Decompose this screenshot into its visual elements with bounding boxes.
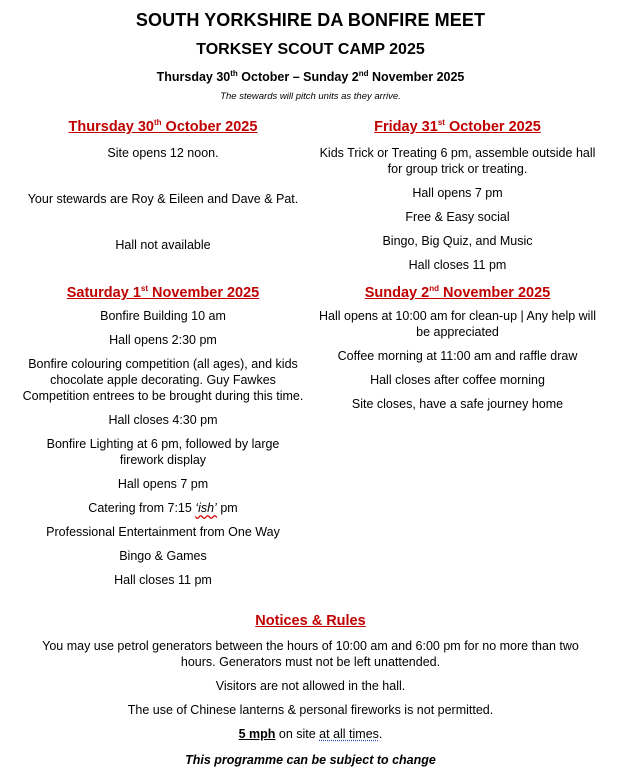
sunday-item: Coffee morning at 11:00 am and raffle draw <box>337 349 578 363</box>
friday-heading: Friday 31st October 2025 <box>374 118 541 135</box>
document-title: SOUTH YORKSHIRE DA BONFIRE MEET <box>135 10 486 30</box>
friday-item: Kids Trick or Treating 6 pm, assemble outside hall for group trick or treating. <box>319 146 596 176</box>
notices-section <box>0 612 621 742</box>
notices-heading: Notices & Rules <box>255 613 366 629</box>
friday-item: Hall closes 11 pm <box>408 258 507 272</box>
saturday-item: Hall closes 4:30 pm <box>108 413 218 427</box>
saturday-item: Bonfire Building 10 am <box>100 309 226 323</box>
friday-item: Bingo, Big Quiz, and Music <box>382 234 533 248</box>
footer-disclaimer: This programme can be subject to change <box>185 753 436 767</box>
saturday-item: Bingo & Games <box>119 549 207 563</box>
speed-limit-notice: 5 mph on site at all times. <box>238 727 383 741</box>
saturday-item: Professional Entertainment from One Way <box>46 525 280 539</box>
saturday-item: Hall opens 7 pm <box>117 477 209 491</box>
sunday-item: Hall closes after coffee morning <box>370 373 545 387</box>
friday-section <box>310 118 605 273</box>
thursday-item: Your stewards are Roy & Eileen and Dave & Pat. <box>27 192 299 206</box>
thursday-section <box>14 118 312 253</box>
sunday-heading: Sunday 2nd November 2025 <box>364 284 551 301</box>
notice-item: Visitors are not allowed in the hall. <box>215 679 406 693</box>
saturday-catering: Catering from 7:15 ‘ish’ pm <box>88 501 238 515</box>
saturday-section <box>14 284 312 588</box>
thursday-heading: Thursday 30th October 2025 <box>68 118 258 135</box>
stewards-note: The stewards will pitch units as they arrive. <box>220 91 401 102</box>
notice-item: You may use petrol generators between the hours of 10:00 am and 6:00 pm for no more than two hours. Generators must not be left unattended. <box>42 639 579 669</box>
thursday-item: Hall not available <box>115 238 211 252</box>
saturday-item: Bonfire Lighting at 6 pm, followed by large firework display <box>46 437 280 467</box>
event-dates: Thursday 30th October – Sunday 2nd November 2025 <box>156 68 465 84</box>
saturday-item: Hall opens 2:30 pm <box>109 333 217 347</box>
thursday-item: Site opens 12 noon. <box>107 146 219 160</box>
sunday-item: Hall opens at 10:00 am for clean-up | Any help will be appreciated <box>318 309 596 339</box>
sunday-section <box>310 284 605 412</box>
saturday-item: Hall closes 11 pm <box>114 573 212 587</box>
friday-item: Hall opens 7 pm <box>412 186 503 200</box>
notice-item: The use of Chinese lanterns & personal fireworks is not permitted. <box>127 703 494 717</box>
document-subtitle: TORKSEY SCOUT CAMP 2025 <box>196 41 425 58</box>
friday-item: Free & Easy social <box>405 210 510 224</box>
saturday-heading: Saturday 1st November 2025 <box>66 284 260 301</box>
saturday-item: Bonfire colouring competition (all ages), and kids chocolate apple decorating. Guy Fawkes Competition entrees to be brought during this time. <box>22 357 304 403</box>
sunday-item: Site closes, have a safe journey home <box>351 397 564 411</box>
